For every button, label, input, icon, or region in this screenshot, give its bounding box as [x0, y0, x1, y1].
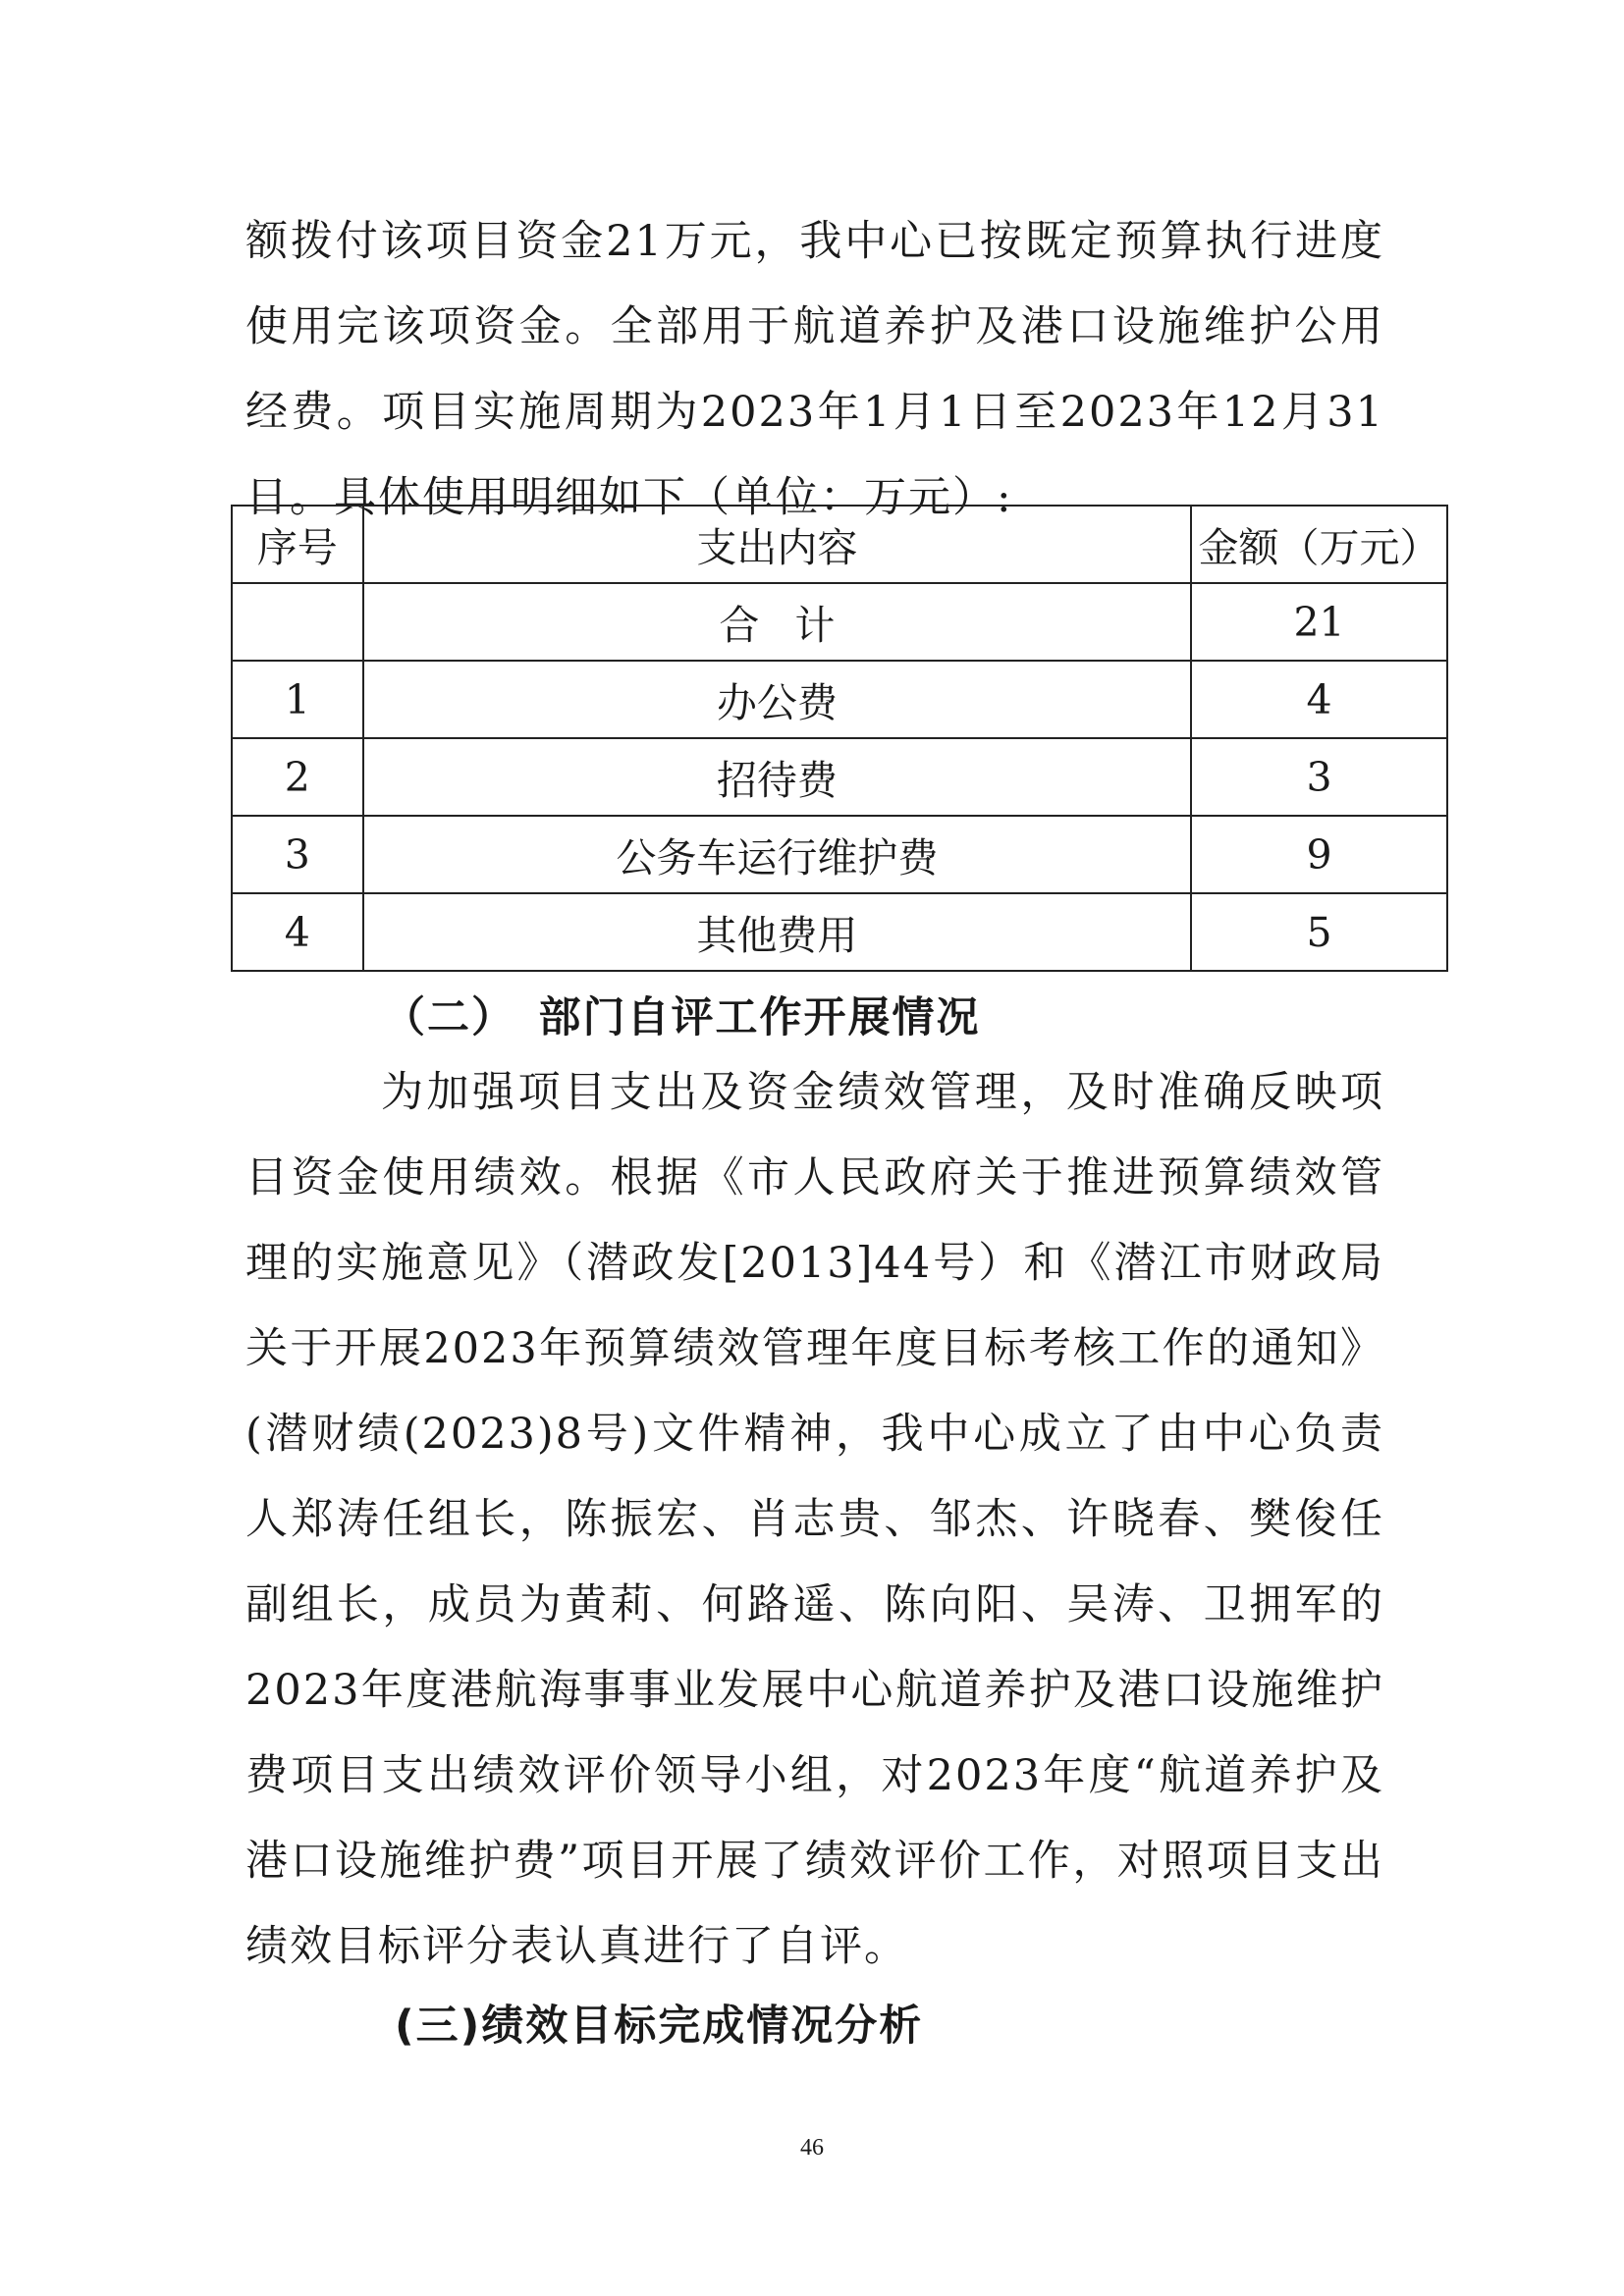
header-content: 支出内容	[363, 506, 1191, 583]
row-no: 2	[232, 738, 363, 816]
row-amount: 3	[1191, 738, 1447, 816]
total-amount: 21	[1191, 583, 1447, 661]
page-number: 46	[800, 2135, 824, 2161]
row-amount: 5	[1191, 893, 1447, 971]
expense-table	[231, 505, 1448, 972]
row-amount: 9	[1191, 816, 1447, 893]
row-no: 1	[232, 661, 363, 738]
table-row	[232, 893, 1447, 971]
table-row	[232, 738, 1447, 816]
row-content: 其他费用	[363, 893, 1191, 971]
header-no: 序号	[232, 506, 363, 583]
row-content: 办公费	[363, 661, 1191, 738]
table-header-row	[232, 506, 1447, 583]
header-amount: 金额（万元）	[1191, 506, 1447, 583]
total-label	[363, 583, 1191, 661]
intro-paragraph: 额拨付该项目资金21万元，我中心已按既定预算执行进度使用完该项资金。全部用于航道养护及港口设施维护公用经费。项目实施周期为2023年1月1日至2023年12月31日。具体使用明细如下（单位：万元）:	[245, 217, 1384, 522]
table-row	[232, 661, 1447, 738]
total-no	[232, 583, 363, 661]
row-no: 4	[232, 893, 363, 971]
section-2-heading: （二） 部门自评工作开展情况	[383, 993, 981, 1042]
row-content: 招待费	[363, 738, 1191, 816]
table-row-total	[232, 583, 1447, 661]
section-2-paragraph: 为加强项目支出及资金绩效管理，及时准确反映项目资金使用绩效。根据《市人民政府关于推进预算绩效管理的实施意见》（潜政发[2013]44号）和《潜江市财政局关于开展2023年预算绩效管理年度目标考核工作的通知》(潜财绩(2023)8号)文件精神，我中心成立了由中心负责人郑涛任组长，陈振宏、肖志贵、邹杰、许晓春、樊俊任副组长，成员为黄莉、何路遥、陈向阳、吴涛、卫拥军的2023年度港航海事事业发展中心航道养护及港口设施维护费项目支出绩效评价领导小组，对2023年度“航道养护及港口设施维护费”项目开展了绩效评价工作，对照项目支出绩效目标评分表认真进行了自评。	[245, 1068, 1384, 1971]
section-3-heading: (三)绩效目标完成情况分析	[395, 2002, 924, 2051]
row-amount: 4	[1191, 661, 1447, 738]
total-label-text: 合计	[719, 602, 871, 649]
row-no: 3	[232, 816, 363, 893]
row-content: 公务车运行维护费	[363, 816, 1191, 893]
table-row	[232, 816, 1447, 893]
